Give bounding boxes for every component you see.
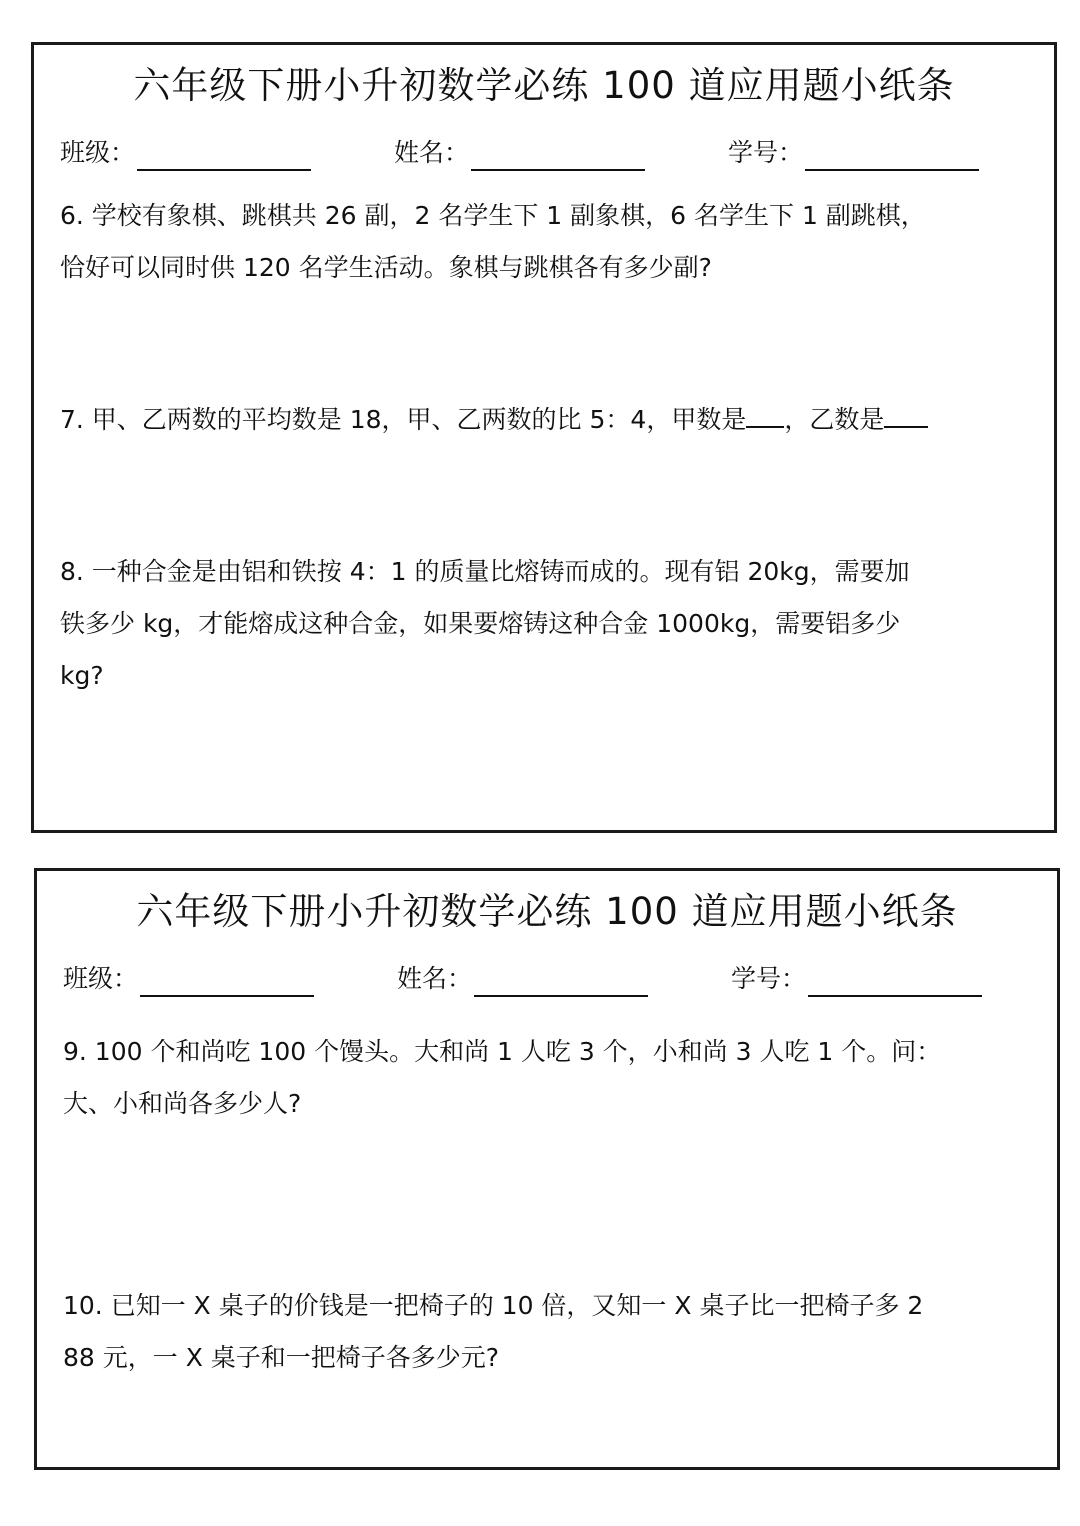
question-7: [60, 394, 1026, 446]
name-blank[interactable]: [474, 967, 648, 997]
question-6-line-2: 恰好可以同时供 120 名学生活动。象棋与跳棋各有多少副?: [60, 253, 712, 282]
question-8: [60, 546, 1026, 702]
question-8-line-3: kg?: [60, 661, 104, 690]
name-blank[interactable]: [471, 141, 645, 171]
question-6: [60, 190, 1026, 294]
student-no-field: [728, 135, 979, 171]
question-9: [63, 1026, 1029, 1130]
name-field: [397, 961, 648, 997]
sheet-title: 六年级下册小升初数学必练 100 道应用题小纸条: [136, 890, 958, 933]
name-label: 姓名：: [397, 964, 473, 993]
student-info-row: [60, 135, 1020, 171]
question-8-line-2: 铁多少 kg，才能熔成这种合金，如果要熔铸这种合金 1000kg，需要铝多少: [60, 609, 901, 638]
question-8-line-1: 8. 一种合金是由铝和铁按 4：1 的质量比熔铸而成的。现有铝 20kg，需要加: [60, 557, 910, 586]
answer-blank-b[interactable]: [884, 402, 928, 428]
worksheet-card-2: [34, 868, 1060, 1470]
question-9-line-2: 大、小和尚各多少人?: [63, 1089, 302, 1118]
student-no-label: 学号：: [731, 964, 807, 993]
answer-blank-a[interactable]: [746, 402, 784, 428]
class-field: [60, 135, 311, 171]
question-10-line-2: 88 元，一 X 桌子和一把椅子各多少元?: [63, 1343, 500, 1372]
class-label: 班级：: [63, 964, 139, 993]
question-10: [63, 1280, 1029, 1384]
student-info-row: [63, 961, 1023, 997]
class-label: 班级：: [60, 138, 136, 167]
question-10-line-1: 10. 已知一 X 桌子的价钱是一把椅子的 10 倍，又知一 X 桌子比一把椅子多 2: [63, 1291, 924, 1320]
class-blank[interactable]: [140, 967, 314, 997]
question-9-line-1: 9. 100 个和尚吃 100 个馒头。大和尚 1 人吃 3 个，小和尚 3 人吃 1 个。问：: [63, 1037, 942, 1066]
question-7-line: [60, 394, 1026, 446]
student-no-blank[interactable]: [808, 967, 982, 997]
name-label: 姓名：: [394, 138, 470, 167]
worksheet-card-1: [31, 42, 1057, 833]
student-no-label: 学号：: [728, 138, 804, 167]
sheet-title: 六年级下册小升初数学必练 100 道应用题小纸条: [133, 64, 955, 107]
question-7-text-a: 7. 甲、乙两数的平均数是 18，甲、乙两数的比 5：4，甲数是: [60, 405, 747, 434]
student-no-blank[interactable]: [805, 141, 979, 171]
student-no-field: [731, 961, 982, 997]
question-6-line-1: 6. 学校有象棋、跳棋共 26 副，2 名学生下 1 副象棋，6 名学生下 1 副跳棋，: [60, 201, 926, 230]
question-7-text-b: ，乙数是: [784, 405, 885, 434]
name-field: [394, 135, 645, 171]
class-field: [63, 961, 314, 997]
class-blank[interactable]: [137, 141, 311, 171]
